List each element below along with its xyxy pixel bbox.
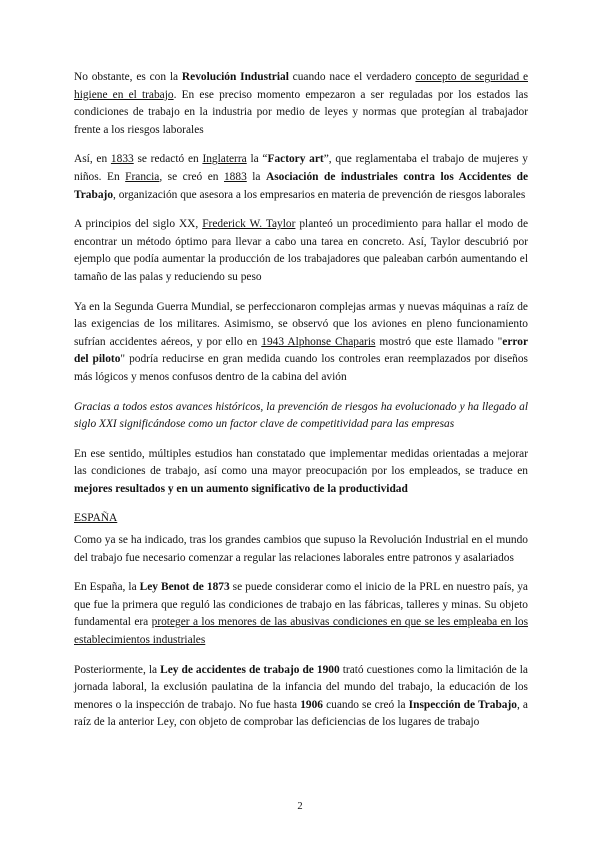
text-span: cuando se creó la	[322, 698, 409, 711]
underlined-text: concepto de seguridad e higiene en el trabajo	[74, 71, 529, 101]
text-span: se puede considerar como el inicio de la PRL en nuestro país, ya que fue la primera que reguló las condiciones de trabajo en las fábricas, talleres y minas. Su objeto fundamental era	[74, 581, 528, 629]
paragraph-productividad	[74, 446, 528, 499]
underlined-text: 1943 Alphonse Chaparis	[261, 335, 376, 348]
bold-text: Inspección de Trabajo	[408, 698, 517, 711]
bold-text: Revolución Industrial	[181, 71, 289, 83]
bold-text: mejores resultados y en un aumento significativo de la productividad	[74, 482, 408, 495]
text-span: , a raíz de la anterior Ley, con objeto de comprobar las deficiencias de los lugares de trabajo	[74, 698, 528, 729]
section-heading-espana: ESPAÑA	[74, 512, 118, 525]
bold-text: Factory art	[267, 153, 324, 166]
bold-text: Ley Benot de 1873	[139, 581, 230, 594]
text-span: A principios del siglo XX,	[74, 218, 203, 231]
paragraph-factory-act	[74, 151, 528, 204]
text-span: " podría reducirse en gran medida cuando los controles eran reemplazados por diseños más lógicos y menos confusos dentro de la cabina del avión	[74, 353, 528, 383]
text-span: ”, que reglamentaba el trabajo de mujeres y niños. En	[74, 153, 528, 183]
text-span: trató cuestiones como la limitación de la jornada laboral, la exclusión paulatina de la infancia del mundo del trabajo, la educación de los menores o la inspección de trabajo. No fue hasta	[74, 663, 528, 711]
paragraph-ley-benot	[74, 579, 528, 649]
underlined-text: 1833	[110, 153, 134, 166]
paragraph-siglo-xxi	[74, 399, 528, 434]
text-span: Como ya se ha indicado, tras los grandes cambios que supuso la Revolución Industrial en el mundo del trabajo fue necesario comenzar a regular las relaciones laborales entre patronos y asalariados	[74, 534, 528, 564]
text-span: En ese sentido, múltiples estudios han constatado que implementar medidas orientadas a mejorar las condiciones de trabajo, así como una mayor preocupación por los empleados, se traduce en	[74, 447, 528, 478]
text-span: la “	[246, 153, 268, 166]
bold-text: Asociación de industriales contra los Accidentes de Trabajo	[74, 170, 529, 201]
paragraph-regulacion	[74, 532, 528, 567]
bold-text: 1906	[300, 698, 323, 711]
underlined-text: 1883	[223, 170, 247, 183]
text-span: cuando nace el verdadero	[288, 71, 416, 83]
text-span: , se creó en	[159, 170, 224, 183]
text-span: , organización que asesora a los empresarios en materia de prevención de riesgos laborales	[113, 188, 526, 201]
underlined-text: Francia	[125, 170, 160, 183]
bold-text: Ley de accidentes de trabajo de 1900	[160, 663, 340, 676]
text-span: En España, la	[74, 581, 140, 594]
paragraph-ley-1900	[74, 662, 528, 732]
text-span: planteó un procedimiento para hallar el modo de encontrar un método óptimo para llevar a cabo una tarea en concreto. Así, Taylor descubrió por ejemplo que podía aumentar la producción de los trabajadores que paleaban carbón aumentando el tamaño de las palas y reduciendo su peso	[74, 218, 529, 283]
underlined-text: Inglaterra	[202, 153, 247, 166]
underlined-text: proteger a los menores de las abusivas condiciones en que se les empleaba en los establecimientos industriales	[74, 616, 529, 647]
paragraph-revolucion-industrial	[74, 69, 528, 139]
document-page	[74, 69, 528, 744]
paragraph-segunda-guerra	[74, 299, 528, 387]
text-span: mostró que este llamado "	[375, 335, 503, 348]
text-span: se redactó en	[133, 153, 203, 166]
text-span: Ya en la Segunda Guerra Mundial, se perfeccionaron complejas armas y nuevas máquinas a raíz de las exigencias de los militares. Asimismo, se observó que los aviones en pleno funcionamiento sufrían accidentes aéreos, y por ello en	[74, 300, 528, 348]
text-span: la	[246, 170, 266, 183]
text-span: Posteriormente, la	[74, 663, 161, 676]
page-number: 2	[297, 801, 303, 812]
text-span: No obstante, es con la	[74, 71, 182, 83]
italic-text: Gracias a todos estos avances históricos, la prevención de riesgos ha evolucionado y ha llegado al siglo XXI significándose como un factor clave de competitividad para las empresas	[74, 400, 528, 431]
paragraph-taylor	[74, 216, 528, 286]
underlined-text: Frederick W. Taylor	[202, 218, 296, 231]
text-span: . En ese preciso momento empezaron a ser reguladas por los estados las condiciones de trabajo en la industria por medio de leyes y normas que protegían al trabajador frente a los riesgos laborales	[74, 88, 528, 136]
bold-text: error del piloto	[74, 335, 528, 366]
text-span: Así, en	[74, 153, 111, 166]
